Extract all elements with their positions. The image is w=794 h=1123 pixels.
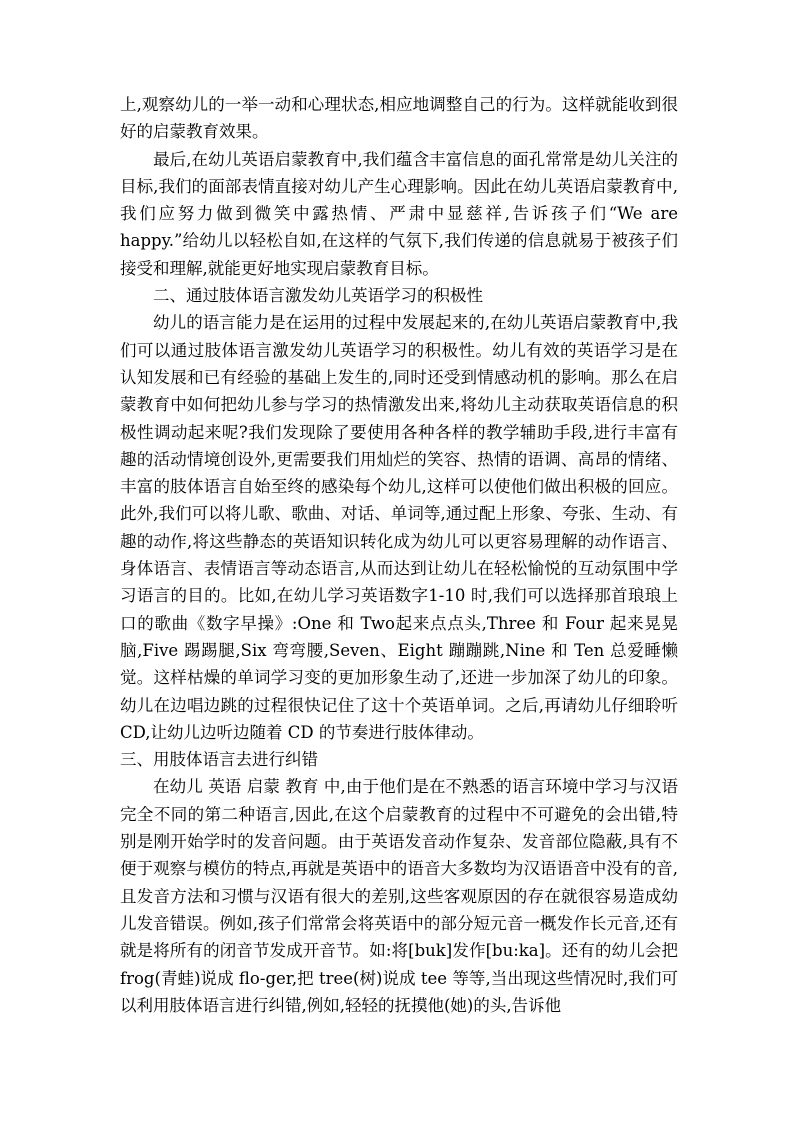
section-heading-2: 二、通过肢体语言激发幼儿英语学习的积极性 (153, 286, 483, 306)
paragraph-error-correction: 在幼儿 英语 启蒙 教育 中,由于他们是在不熟悉的语言环境中学习与汉语完全不同的第二种语言,因此,在这个启蒙教育的过程中不可避免的会出错,特别是刚开始学时的发音问题。由于英语发音动作复杂、发音部位隐蔽,具有不便于观察与模仿的特点,再就是英语中的语音大多数均为汉语语音中没有的音,且发音方法和习惯与汉语有很大的差别,这些客观原因的存在就很容易造成幼儿发音错误。例如,孩子们常常会将英语中的部分短元音一概发作长元音,还有就是将所有的闭音节发成开音节。如:将[buk]发作[bu:ka]。还有的幼儿会把frog(青蛙)说成 flo-ger,把 tree(树)说成 tee 等等,当出现这些情况时,我们可以利用肢体语言进行纠错,例如,轻轻的抚摸他(她)的头,告诉他 (120, 777, 678, 1015)
paragraph-facial-expression: 最后,在幼儿英语启蒙教育中,我们蕴含丰富信息的面孔常常是幼儿关注的目标,我们的面部表情直接对幼儿产生心理影响。因此在幼儿英语启蒙教育中,我们应努力做到微笑中露热情、严肃中显慈祥,告诉孩子们“We are happy.”给幼儿以轻松自如,在这样的气氛下,我们传递的信息就易于被孩子们接受和理解,就能更好地实现启蒙教育目标。 (120, 149, 678, 278)
section-heading-3: 三、用肢体语言去进行纠错 (120, 750, 318, 770)
paragraph-body-language-motivation: 幼儿的语言能力是在运用的过程中发展起来的,在幼儿英语启蒙教育中,我们可以通过肢体语言激发幼儿英语学习的积极性。幼儿有效的英语学习是在认知发展和已有经验的基础上发生的,同时还受到情感动机的影响。那么在启蒙教育中如何把幼儿参与学习的热情激发出来,将幼儿主动获取英语信息的积极性调动起来呢?我们发现除了要使用各种各样的教学辅助手段,进行丰富有趣的活动情境创设外,更需要我们用灿烂的笑容、热情的语调、高昂的情绪、丰富的肢体语言自始至终的感染每个幼儿,这样可以使他们做出积极的回应。此外,我们可以将儿歌、歌曲、对话、单词等,通过配上形象、夸张、生动、有趣的动作,将这些静态的英语知识转化成为幼儿可以更容易理解的动作语言、身体语言、表情语言等动态语言,从而达到让幼儿在轻松愉悦的互动氛围中学习语言的目的。比如,在幼儿学习英语数字1-10 时,我们可以选择那首琅琅上口的歌曲《数字早操》:One 和 Two起来点点头,Three 和 Four 起来晃晃脑,Five 踢踢腿,Six 弯弯腰,Seven、Eight 蹦蹦跳,Nine 和 Ten 总爱睡懒觉。这样枯燥的单词学习变的更加形象生动了,还进一步加深了幼儿的印象。幼儿在边唱边跳的过程很快记住了这十个英语单词。之后,再请幼儿仔细聆听 CD,让幼儿边听边随着 CD 的节奏进行肢体律动。 (120, 313, 678, 742)
paragraph-continuation: 上,观察幼儿的一举一动和心理状态,相应地调整自己的行为。这样就能收到很好的启蒙教育效果。 (120, 95, 678, 142)
document-body (120, 91, 678, 1019)
